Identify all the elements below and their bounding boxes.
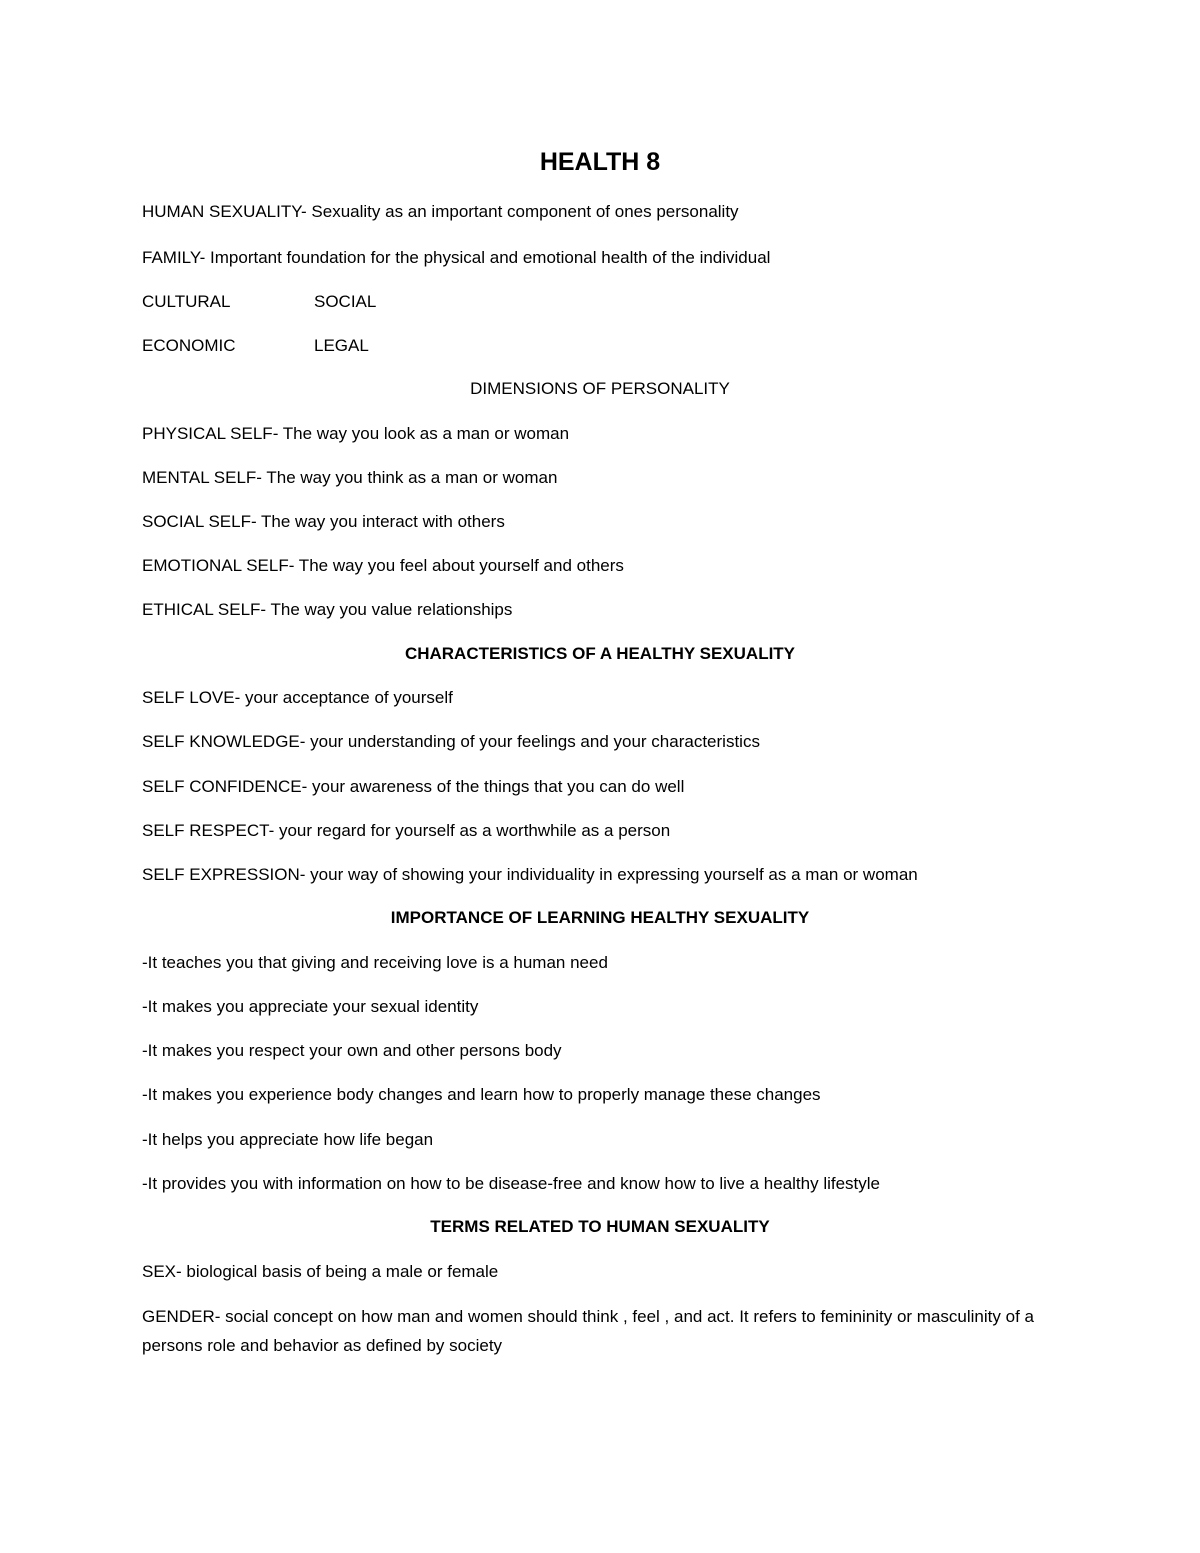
dimension-item: EMOTIONAL SELF- The way you feel about yourself and others [142, 556, 624, 575]
intro-family: FAMILY- Important foundation for the physical and emotional health of the individual [142, 248, 771, 267]
factors-row-2 [142, 336, 369, 356]
dimension-item: PHYSICAL SELF- The way you look as a man or woman [142, 424, 570, 443]
importance-item: -It teaches you that giving and receiving love is a human need [142, 953, 608, 972]
characteristic-item: SELF LOVE- your acceptance of yourself [142, 688, 453, 707]
characteristic-item: SELF CONFIDENCE- your awareness of the things that you can do well [142, 777, 685, 796]
factor-social: SOCIAL [314, 292, 377, 311]
characteristics-heading: CHARACTERISTICS OF A HEALTHY SEXUALITY [404, 644, 796, 663]
importance-heading: IMPORTANCE OF LEARNING HEALTHY SEXUALITY [390, 908, 810, 927]
dimension-item: SOCIAL SELF- The way you interact with others [142, 512, 505, 531]
factor-cultural: CULTURAL [142, 292, 231, 311]
dimension-item: ETHICAL SELF- The way you value relationships [142, 600, 513, 619]
term-item-gender: GENDER- social concept on how man and women should think , feel , and act. It refers to femininity or masculinity of a persons role and behavior as defined by society [142, 1307, 1034, 1355]
dimensions-heading: DIMENSIONS OF PERSONALITY [470, 379, 730, 398]
importance-item: -It makes you experience body changes and learn how to properly manage these changes [142, 1085, 821, 1104]
factors-row-1 [142, 292, 377, 312]
importance-item: -It helps you appreciate how life began [142, 1130, 434, 1149]
characteristic-item: SELF RESPECT- your regard for yourself as a worthwhile as a person [142, 821, 671, 840]
importance-item: -It makes you respect your own and other persons body [142, 1041, 562, 1060]
document-title: HEALTH 8 [539, 148, 661, 176]
factor-economic: ECONOMIC [142, 336, 236, 355]
intro-human-sexuality: HUMAN SEXUALITY- Sexuality as an important component of ones personality [142, 202, 739, 221]
dimension-item: MENTAL SELF- The way you think as a man or woman [142, 468, 558, 487]
term-item-sex: SEX- biological basis of being a male or female [142, 1262, 499, 1281]
importance-item: -It provides you with information on how to be disease-free and know how to live a healthy lifestyle [142, 1174, 881, 1193]
characteristic-item: SELF EXPRESSION- your way of showing your individuality in expressing yourself as a man or woman [142, 865, 918, 884]
factor-legal: LEGAL [314, 336, 369, 355]
characteristic-item: SELF KNOWLEDGE- your understanding of your feelings and your characteristics [142, 732, 760, 751]
importance-item: -It makes you appreciate your sexual identity [142, 997, 479, 1016]
terms-heading: TERMS RELATED TO HUMAN SEXUALITY [430, 1217, 770, 1236]
